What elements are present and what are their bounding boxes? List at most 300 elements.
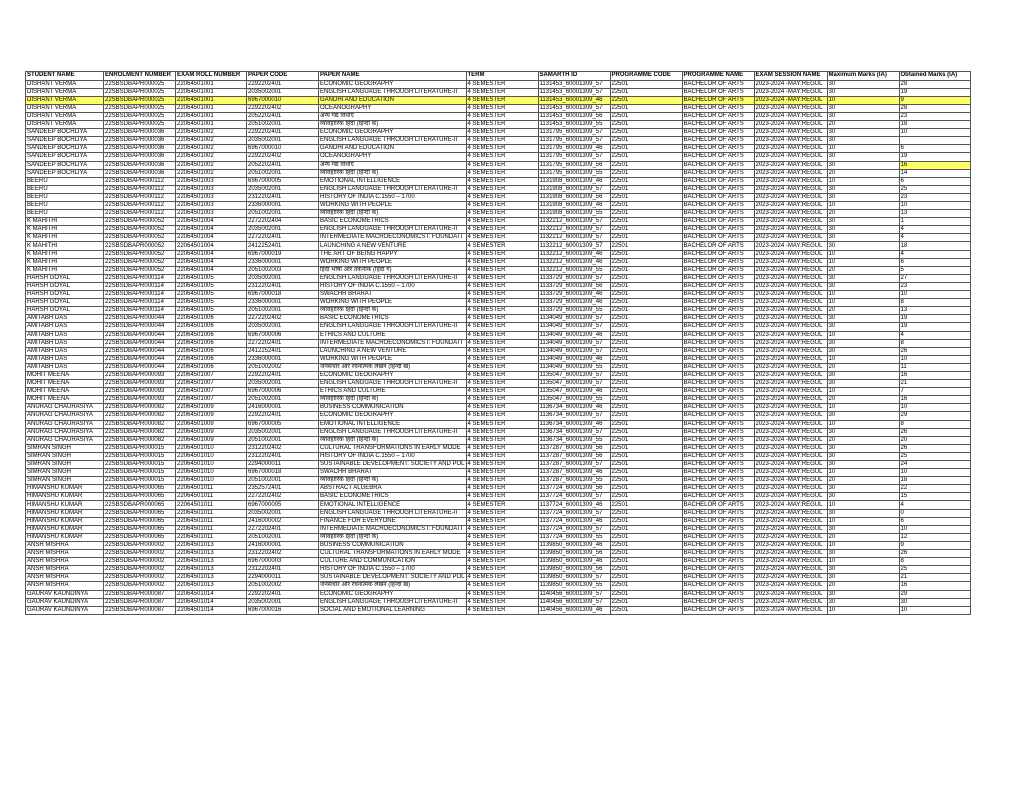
cell-programme-name: BACHELOR OF ARTS	[682, 218, 754, 226]
cell-samarth-id: 1132212_60001309_55	[538, 266, 610, 274]
cell-programme-name: BACHELOR OF ARTS	[682, 112, 754, 120]
cell-exam-roll-number: 22064501010	[176, 469, 247, 477]
cell-obtained-marks-ia: 4	[899, 226, 970, 234]
cell-programme-code: 22501	[610, 331, 682, 339]
cell-maximum-marks-ia: 10	[827, 517, 899, 525]
cell-term: 4 SEMESTER	[466, 404, 538, 412]
cell-paper-code: 2051002003	[247, 266, 319, 274]
cell-exam-roll-number: 22064501004	[176, 218, 247, 226]
cell-samarth-id: 1134049_60001309_55	[538, 363, 610, 371]
cell-term: 4 SEMESTER	[466, 371, 538, 379]
cell-obtained-marks-ia: 6	[899, 145, 970, 153]
cell-term: 4 SEMESTER	[466, 452, 538, 460]
cell-programme-code: 22501	[610, 501, 682, 509]
cell-paper-name: व्यावहारिक हिंदी (हिन्दी क)	[319, 307, 467, 315]
cell-paper-code: 2294000011	[247, 574, 319, 582]
cell-samarth-id: 1132212_60001309_57	[538, 234, 610, 242]
cell-obtained-marks-ia: 19	[899, 315, 970, 323]
cell-obtained-marks-ia: 23	[899, 282, 970, 290]
cell-programme-code: 22501	[610, 371, 682, 379]
cell-student-name: HIMANSHU KUMAR	[26, 501, 104, 509]
cell-term: 4 SEMESTER	[466, 129, 538, 137]
cell-term: 4 SEMESTER	[466, 485, 538, 493]
cell-student-name: BEERU	[26, 202, 104, 210]
cell-paper-code: 2352572401	[247, 485, 319, 493]
cell-maximum-marks-ia: 30	[827, 598, 899, 606]
cell-paper-name: INTERMEDIATE MACROECONOMICS I: FOUNDATI	[319, 525, 467, 533]
cell-samarth-id: 1137724_60001309_57	[538, 509, 610, 517]
cell-samarth-id: 1139850_60001309_55	[538, 582, 610, 590]
cell-programme-name: BACHELOR OF ARTS	[682, 291, 754, 299]
cell-programme-name: BACHELOR OF ARTS	[682, 598, 754, 606]
cell-student-name: BEERU	[26, 177, 104, 185]
cell-term: 4 SEMESTER	[466, 574, 538, 582]
cell-programme-name: BACHELOR OF ARTS	[682, 242, 754, 250]
cell-paper-code: 2292202401	[247, 129, 319, 137]
cell-exam-roll-number: 22064501005	[176, 307, 247, 315]
cell-samarth-id: 1131453_60001309_56	[538, 112, 610, 120]
cell-exam-session-name: 2023-2024 -MAY:REGUL	[754, 96, 827, 104]
cell-term: 4 SEMESTER	[466, 477, 538, 485]
cell-term: 4 SEMESTER	[466, 291, 538, 299]
cell-exam-session-name: 2023-2024 -MAY:REGUL	[754, 307, 827, 315]
table-row	[26, 606, 971, 614]
cell-exam-session-name: 2023-2024 -MAY:REGUL	[754, 582, 827, 590]
cell-exam-roll-number: 22064501006	[176, 355, 247, 363]
cell-student-name: ANSH MISHRA	[26, 558, 104, 566]
cell-maximum-marks-ia: 30	[827, 590, 899, 598]
cell-programme-name: BACHELOR OF ARTS	[682, 315, 754, 323]
cell-enrolment-number: 22SBSDBAPR000112	[104, 185, 176, 193]
cell-maximum-marks-ia: 30	[827, 137, 899, 145]
cell-paper-name: ABSTRACT ALGEBRA	[319, 485, 467, 493]
cell-paper-code: 2412252401	[247, 242, 319, 250]
cell-maximum-marks-ia: 30	[827, 493, 899, 501]
cell-exam-roll-number: 22064501006	[176, 347, 247, 355]
cell-enrolment-number: 22SBSDBAPR000002	[104, 558, 176, 566]
cell-samarth-id: 1134049_60001309_57	[538, 315, 610, 323]
cell-term: 4 SEMESTER	[466, 339, 538, 347]
cell-exam-session-name: 2023-2024 -MAY:REGUL	[754, 509, 827, 517]
cell-samarth-id: 1131453_60001309_55	[538, 121, 610, 129]
cell-programme-name: BACHELOR OF ARTS	[682, 323, 754, 331]
cell-paper-code: 2035002001	[247, 323, 319, 331]
cell-maximum-marks-ia: 30	[827, 80, 899, 88]
cell-exam-roll-number: 22064501006	[176, 323, 247, 331]
cell-exam-session-name: 2023-2024 -MAY:REGUL	[754, 388, 827, 396]
cell-student-name: K MAHITHI	[26, 226, 104, 234]
cell-programme-code: 22501	[610, 485, 682, 493]
cell-obtained-marks-ia: 6	[899, 517, 970, 525]
cell-term: 4 SEMESTER	[466, 137, 538, 145]
cell-exam-session-name: 2023-2024 -MAY:REGUL	[754, 525, 827, 533]
cell-programme-name: BACHELOR OF ARTS	[682, 258, 754, 266]
cell-exam-roll-number: 22064501003	[176, 193, 247, 201]
cell-exam-session-name: 2023-2024 -MAY:REGUL	[754, 452, 827, 460]
cell-paper-code: 2035002001	[247, 226, 319, 234]
cell-exam-session-name: 2023-2024 -MAY:REGUL	[754, 112, 827, 120]
cell-paper-code: 2035002001	[247, 509, 319, 517]
cell-maximum-marks-ia: 20	[827, 307, 899, 315]
cell-enrolment-number: 22SBSDBAPR000065	[104, 485, 176, 493]
cell-programme-code: 22501	[610, 161, 682, 169]
cell-paper-code: 6967000016	[247, 606, 319, 614]
cell-obtained-marks-ia: 4	[899, 331, 970, 339]
cell-term: 4 SEMESTER	[466, 566, 538, 574]
cell-paper-code: 6967000005	[247, 420, 319, 428]
cell-enrolment-number: 22SBSDBAPR000114	[104, 282, 176, 290]
cell-maximum-marks-ia: 30	[827, 461, 899, 469]
cell-paper-code: 2052202401	[247, 161, 319, 169]
cell-paper-code: 2336000001	[247, 258, 319, 266]
cell-student-name: DISHANT VERMA	[26, 121, 104, 129]
cell-samarth-id: 1137287_60001309_55	[538, 477, 610, 485]
cell-term: 4 SEMESTER	[466, 193, 538, 201]
cell-exam-session-name: 2023-2024 -MAY:REGUL	[754, 550, 827, 558]
cell-term: 4 SEMESTER	[466, 161, 538, 169]
cell-samarth-id: 1131453_60001309_57	[538, 80, 610, 88]
cell-programme-name: BACHELOR OF ARTS	[682, 88, 754, 96]
table-row	[26, 185, 971, 193]
cell-paper-code: 2035002001	[247, 380, 319, 388]
cell-obtained-marks-ia: 4	[899, 250, 970, 258]
cell-maximum-marks-ia: 20	[827, 363, 899, 371]
cell-term: 4 SEMESTER	[466, 388, 538, 396]
cell-exam-roll-number: 22064501013	[176, 582, 247, 590]
cell-programme-name: BACHELOR OF ARTS	[682, 566, 754, 574]
table-row	[26, 452, 971, 460]
cell-paper-code: 2292202401	[247, 371, 319, 379]
cell-enrolment-number: 22SBSDBAPR000025	[104, 121, 176, 129]
cell-exam-roll-number: 22064501006	[176, 363, 247, 371]
table-row	[26, 558, 971, 566]
cell-maximum-marks-ia: 30	[827, 550, 899, 558]
cell-student-name: K MAHITHI	[26, 218, 104, 226]
cell-maximum-marks-ia: 30	[827, 274, 899, 282]
cell-samarth-id: 1134049_60001309_46	[538, 355, 610, 363]
cell-programme-code: 22501	[610, 558, 682, 566]
column-header-paper-code: PAPER CODE	[247, 72, 319, 81]
table-row	[26, 331, 971, 339]
cell-paper-code: 2412252401	[247, 347, 319, 355]
cell-paper-code: 2272202401	[247, 234, 319, 242]
cell-programme-name: BACHELOR OF ARTS	[682, 493, 754, 501]
cell-exam-session-name: 2023-2024 -MAY:REGUL	[754, 153, 827, 161]
cell-programme-name: BACHELOR OF ARTS	[682, 104, 754, 112]
cell-maximum-marks-ia: 30	[827, 380, 899, 388]
cell-programme-code: 22501	[610, 121, 682, 129]
cell-paper-code: 2051002001	[247, 307, 319, 315]
cell-samarth-id: 1131453_60001309_46	[538, 96, 610, 104]
cell-samarth-id: 1132212_60001309_46	[538, 258, 610, 266]
cell-programme-code: 22501	[610, 477, 682, 485]
table-row	[26, 161, 971, 169]
cell-paper-code: 2035002001	[247, 274, 319, 282]
cell-enrolment-number: 22SBSDBAPR000112	[104, 177, 176, 185]
cell-programme-code: 22501	[610, 598, 682, 606]
cell-paper-name: WORKING WITH PEOPLE	[319, 355, 467, 363]
cell-term: 4 SEMESTER	[466, 428, 538, 436]
cell-programme-name: BACHELOR OF ARTS	[682, 436, 754, 444]
cell-maximum-marks-ia: 10	[827, 299, 899, 307]
cell-student-name: MOHIT MEENA	[26, 371, 104, 379]
cell-exam-roll-number: 22064501006	[176, 331, 247, 339]
cell-programme-name: BACHELOR OF ARTS	[682, 185, 754, 193]
cell-obtained-marks-ia: 4	[899, 234, 970, 242]
cell-obtained-marks-ia: 10	[899, 202, 970, 210]
cell-term: 4 SEMESTER	[466, 234, 538, 242]
table-row	[26, 153, 971, 161]
cell-programme-name: BACHELOR OF ARTS	[682, 428, 754, 436]
cell-exam-roll-number: 22064501004	[176, 258, 247, 266]
cell-enrolment-number: 22SBSDBAPR000044	[104, 323, 176, 331]
cell-paper-name: ENGLISH LANGUAGE THROUGH LITERATURE-II	[319, 598, 467, 606]
cell-paper-code: 2051002001	[247, 169, 319, 177]
cell-programme-code: 22501	[610, 202, 682, 210]
cell-term: 4 SEMESTER	[466, 461, 538, 469]
cell-exam-roll-number: 22064501002	[176, 145, 247, 153]
cell-exam-session-name: 2023-2024 -MAY:REGUL	[754, 177, 827, 185]
cell-exam-roll-number: 22064501004	[176, 234, 247, 242]
cell-maximum-marks-ia: 10	[827, 250, 899, 258]
table-row	[26, 501, 971, 509]
cell-programme-name: BACHELOR OF ARTS	[682, 339, 754, 347]
cell-obtained-marks-ia: 5	[899, 266, 970, 274]
cell-samarth-id: 1133729_60001309_56	[538, 282, 610, 290]
cell-programme-code: 22501	[610, 339, 682, 347]
cell-term: 4 SEMESTER	[466, 210, 538, 218]
cell-paper-name: ECONOMIC GEOGRAPHY	[319, 129, 467, 137]
cell-samarth-id: 1134049_60001309_57	[538, 339, 610, 347]
cell-programme-code: 22501	[610, 104, 682, 112]
cell-enrolment-number: 22SBSDBAPR000112	[104, 193, 176, 201]
table-row	[26, 428, 971, 436]
cell-maximum-marks-ia: 10	[827, 388, 899, 396]
cell-programme-code: 22501	[610, 80, 682, 88]
cell-obtained-marks-ia: 30	[899, 598, 970, 606]
cell-obtained-marks-ia: 10	[899, 606, 970, 614]
cell-maximum-marks-ia: 30	[827, 452, 899, 460]
cell-programme-code: 22501	[610, 412, 682, 420]
cell-programme-name: BACHELOR OF ARTS	[682, 129, 754, 137]
cell-exam-roll-number: 22064501003	[176, 210, 247, 218]
cell-term: 4 SEMESTER	[466, 525, 538, 533]
cell-exam-session-name: 2023-2024 -MAY:REGUL	[754, 250, 827, 258]
cell-exam-session-name: 2023-2024 -MAY:REGUL	[754, 202, 827, 210]
cell-samarth-id: 1135047_60001309_46	[538, 388, 610, 396]
cell-term: 4 SEMESTER	[466, 145, 538, 153]
cell-term: 4 SEMESTER	[466, 96, 538, 104]
cell-exam-session-name: 2023-2024 -MAY:REGUL	[754, 412, 827, 420]
cell-programme-code: 22501	[610, 493, 682, 501]
cell-samarth-id: 1131908_60001309_56	[538, 193, 610, 201]
cell-obtained-marks-ia: 14	[899, 169, 970, 177]
cell-term: 4 SEMESTER	[466, 282, 538, 290]
cell-exam-roll-number: 22064501009	[176, 412, 247, 420]
cell-samarth-id: 1131908_60001309_57	[538, 185, 610, 193]
cell-samarth-id: 1133729_60001309_57	[538, 274, 610, 282]
cell-enrolment-number: 22SBSDBAPR000065	[104, 509, 176, 517]
cell-programme-code: 22501	[610, 461, 682, 469]
cell-programme-code: 22501	[610, 606, 682, 614]
cell-programme-code: 22501	[610, 193, 682, 201]
cell-obtained-marks-ia: 8	[899, 558, 970, 566]
cell-programme-name: BACHELOR OF ARTS	[682, 363, 754, 371]
cell-enrolment-number: 22SBSDBAPR000015	[104, 469, 176, 477]
table-row	[26, 282, 971, 290]
cell-enrolment-number: 22SBSDBAPR000065	[104, 517, 176, 525]
cell-obtained-marks-ia: 10	[899, 404, 970, 412]
table-row	[26, 582, 971, 590]
cell-programme-code: 22501	[610, 428, 682, 436]
cell-maximum-marks-ia: 30	[827, 566, 899, 574]
cell-paper-name: ECONOMIC GEOGRAPHY	[319, 80, 467, 88]
table-row	[26, 363, 971, 371]
cell-enrolment-number: 22SBSDBAPR000025	[104, 88, 176, 96]
cell-exam-session-name: 2023-2024 -MAY:REGUL	[754, 501, 827, 509]
cell-obtained-marks-ia: 12	[899, 533, 970, 541]
table-row	[26, 509, 971, 517]
cell-paper-name: व्यावहारिक हिंदी (हिन्दी क)	[319, 210, 467, 218]
cell-exam-roll-number: 22064501002	[176, 169, 247, 177]
cell-samarth-id: 1131453_60001309_57	[538, 104, 610, 112]
cell-programme-code: 22501	[610, 444, 682, 452]
cell-paper-name: EMOTIONAL INTELLIGENCE	[319, 420, 467, 428]
cell-maximum-marks-ia: 30	[827, 574, 899, 582]
cell-programme-name: BACHELOR OF ARTS	[682, 193, 754, 201]
table-row	[26, 533, 971, 541]
cell-obtained-marks-ia: 25	[899, 185, 970, 193]
cell-exam-roll-number: 22064501010	[176, 477, 247, 485]
cell-exam-session-name: 2023-2024 -MAY:REGUL	[754, 493, 827, 501]
cell-obtained-marks-ia: 16	[899, 161, 970, 169]
cell-maximum-marks-ia: 10	[827, 541, 899, 549]
cell-obtained-marks-ia: 29	[899, 590, 970, 598]
cell-exam-session-name: 2023-2024 -MAY:REGUL	[754, 558, 827, 566]
cell-term: 4 SEMESTER	[466, 185, 538, 193]
cell-student-name: SANDEEP BOCHLIYA	[26, 129, 104, 137]
table-row	[26, 323, 971, 331]
cell-enrolment-number: 22SBSDBAPR000036	[104, 129, 176, 137]
cell-term: 4 SEMESTER	[466, 88, 538, 96]
table-row	[26, 444, 971, 452]
cell-programme-code: 22501	[610, 323, 682, 331]
cell-paper-name: OCEANOGRAPHY	[319, 104, 467, 112]
cell-enrolment-number: 22SBSDBAPR000002	[104, 550, 176, 558]
cell-term: 4 SEMESTER	[466, 469, 538, 477]
cell-exam-roll-number: 22064501007	[176, 388, 247, 396]
cell-maximum-marks-ia: 20	[827, 582, 899, 590]
cell-paper-code: 2292202401	[247, 590, 319, 598]
cell-paper-code: 2292202402	[247, 153, 319, 161]
cell-programme-name: BACHELOR OF ARTS	[682, 396, 754, 404]
cell-paper-name: जनसंचार और रचनात्मक लेखन (हिन्दी ख)	[319, 582, 467, 590]
cell-exam-roll-number: 22064501001	[176, 121, 247, 129]
cell-programme-name: BACHELOR OF ARTS	[682, 533, 754, 541]
cell-programme-code: 22501	[610, 420, 682, 428]
cell-samarth-id: 1131795_60001309_56	[538, 161, 610, 169]
cell-paper-code: 2292202401	[247, 80, 319, 88]
cell-student-name: SANDEEP BOCHLIYA	[26, 153, 104, 161]
table-row	[26, 218, 971, 226]
column-header-samarth-id: SAMARTH ID	[538, 72, 610, 81]
cell-exam-roll-number: 22064501005	[176, 299, 247, 307]
table-row	[26, 274, 971, 282]
cell-obtained-marks-ia: 15	[899, 493, 970, 501]
cell-maximum-marks-ia: 30	[827, 412, 899, 420]
cell-student-name: HARSH GOYAL	[26, 291, 104, 299]
cell-exam-session-name: 2023-2024 -MAY:REGUL	[754, 121, 827, 129]
cell-samarth-id: 1139850_60001309_57	[538, 574, 610, 582]
cell-programme-name: BACHELOR OF ARTS	[682, 412, 754, 420]
cell-programme-name: BACHELOR OF ARTS	[682, 477, 754, 485]
cell-enrolment-number: 22SBSDBAPR000044	[104, 315, 176, 323]
cell-paper-code: 2051002001	[247, 533, 319, 541]
cell-exam-roll-number: 22064501011	[176, 485, 247, 493]
cell-obtained-marks-ia: 19	[899, 88, 970, 96]
cell-paper-name: LAUNCHING A NEW VENTURE	[319, 242, 467, 250]
cell-maximum-marks-ia: 30	[827, 104, 899, 112]
cell-maximum-marks-ia: 20	[827, 396, 899, 404]
cell-student-name: AMITABH DAS	[26, 347, 104, 355]
cell-samarth-id: 1137287_60001309_56	[538, 452, 610, 460]
table-row	[26, 80, 971, 88]
cell-term: 4 SEMESTER	[466, 509, 538, 517]
cell-samarth-id: 1137724_60001309_57	[538, 493, 610, 501]
table-row	[26, 145, 971, 153]
column-header-programme-name: PROGRAMME NAME	[682, 72, 754, 81]
cell-maximum-marks-ia: 30	[827, 193, 899, 201]
cell-maximum-marks-ia: 30	[827, 185, 899, 193]
table-row	[26, 88, 971, 96]
cell-maximum-marks-ia: 20	[827, 436, 899, 444]
cell-exam-roll-number: 22064501011	[176, 493, 247, 501]
cell-exam-session-name: 2023-2024 -MAY:REGUL	[754, 541, 827, 549]
cell-exam-roll-number: 22064501011	[176, 525, 247, 533]
cell-maximum-marks-ia: 10	[827, 331, 899, 339]
cell-programme-code: 22501	[610, 404, 682, 412]
table-row	[26, 550, 971, 558]
cell-paper-code: 6967000018	[247, 469, 319, 477]
cell-student-name: ANSH MISHRA	[26, 566, 104, 574]
cell-paper-code: 6967000018	[247, 291, 319, 299]
cell-paper-code: 2336000001	[247, 355, 319, 363]
cell-programme-name: BACHELOR OF ARTS	[682, 347, 754, 355]
cell-term: 4 SEMESTER	[466, 436, 538, 444]
cell-obtained-marks-ia: 9	[899, 541, 970, 549]
cell-exam-session-name: 2023-2024 -MAY:REGUL	[754, 469, 827, 477]
cell-student-name: ANSH MISHRA	[26, 582, 104, 590]
cell-obtained-marks-ia: 23	[899, 193, 970, 201]
cell-samarth-id: 1133729_60001309_55	[538, 307, 610, 315]
cell-student-name: BEERU	[26, 193, 104, 201]
table-row	[26, 315, 971, 323]
cell-obtained-marks-ia: 22	[899, 485, 970, 493]
cell-programme-name: BACHELOR OF ARTS	[682, 145, 754, 153]
cell-enrolment-number: 22SBSDBAPR000015	[104, 477, 176, 485]
cell-exam-session-name: 2023-2024 -MAY:REGUL	[754, 226, 827, 234]
cell-programme-name: BACHELOR OF ARTS	[682, 307, 754, 315]
cell-enrolment-number: 22SBSDBAPR000015	[104, 461, 176, 469]
table-row	[26, 517, 971, 525]
table-row	[26, 104, 971, 112]
cell-term: 4 SEMESTER	[466, 550, 538, 558]
cell-programme-name: BACHELOR OF ARTS	[682, 299, 754, 307]
cell-samarth-id: 1139850_60001309_46	[538, 558, 610, 566]
cell-exam-session-name: 2023-2024 -MAY:REGUL	[754, 193, 827, 201]
cell-programme-code: 22501	[610, 452, 682, 460]
cell-samarth-id: 1132212_60001309_57	[538, 242, 610, 250]
